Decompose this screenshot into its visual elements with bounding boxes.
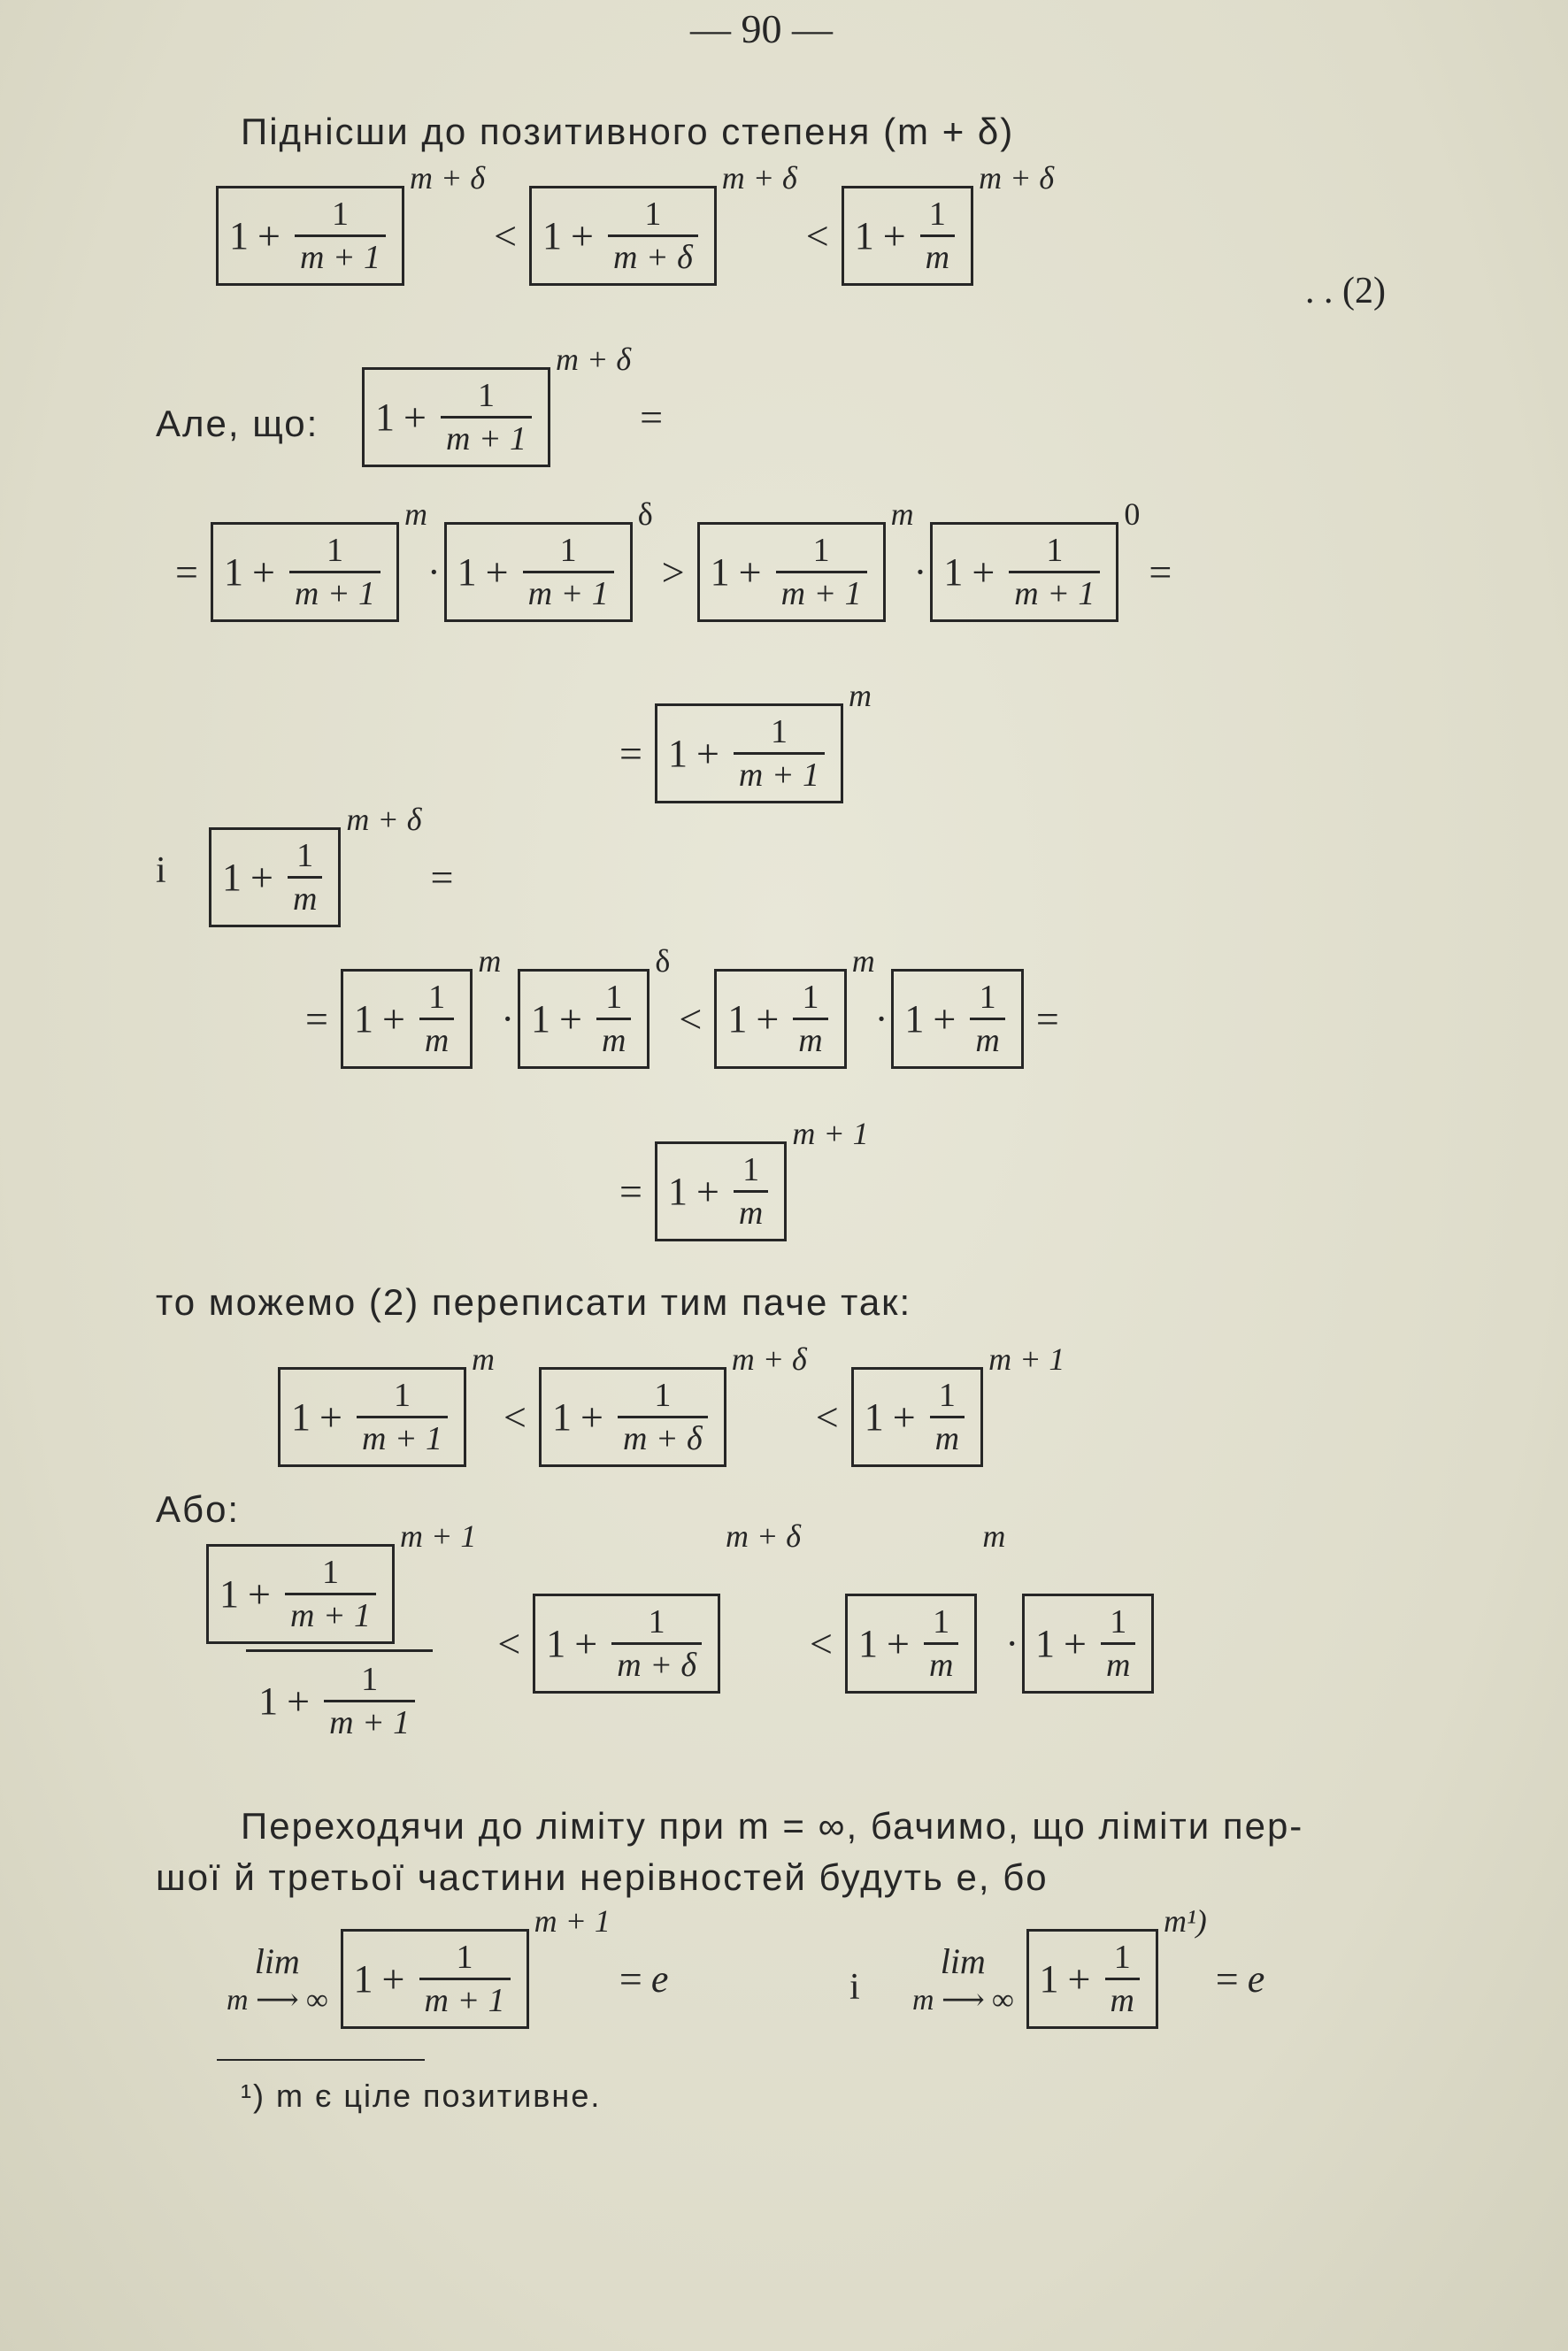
big-fraction: 1 + $\frac{1}{m + 1}$ m + 1 1 + $\frac{1}{m + 1}$: [190, 1544, 488, 1743]
equation-chain-3: = 1 + $\frac{1}{m}$ m · 1 + $\frac{1}{m}$ δ < 1 + $\frac{1}{m}$ m · 1 + $\frac{1}{m}$ =: [296, 969, 1068, 1069]
limit-1: lim m ⟶ ∞ 1 + $\frac{1}{m + 1}$ m + 1 = e: [221, 1929, 668, 2029]
equation-chain-1: = 1 + $\frac{1}{m + 1}$ m · 1 + $\frac{1}{m + 1}$ δ > 1 + $\frac{1}{m + 1}$ m · 1 + $\frac{1}{m + 1}$ 0 =: [166, 522, 1180, 622]
transition-line: то можемо (2) переписати тим паче так:: [156, 1281, 912, 1323]
equation-chain-2: = 1 + $\frac{1}{m + 1}$ m: [611, 703, 872, 803]
intro-line: Піднісши до позитивного степеня (m + δ): [241, 111, 1015, 152]
paragraph-line-2: шої й третьої частини нерівностей будуть e, бо: [156, 1856, 1049, 1898]
limit-and: і: [849, 1967, 860, 2008]
label-ale: Але, що:: [156, 403, 319, 444]
footnote-divider: [217, 2059, 425, 2061]
equation-rewritten: 1 + $\frac{1}{m + 1}$ m < 1 + $\frac{1}{m + \delta}$ m + δ < 1 + $\frac{1}{m}$ m + 1: [274, 1367, 1065, 1467]
paragraph-line-1: Переходячи до ліміту при m = ∞, бачимо, що ліміти пер-: [241, 1805, 1304, 1847]
equation-abo: 1 + $\frac{1}{m + 1}$ m + 1 1 + $\frac{1}{m + 1}$ < 1 + $\frac{1}{m + \delta}$ m + δ < 1 + $\frac{1}{m}$ m · 1 + $\frac{1}{m}$: [190, 1544, 1157, 1743]
equation-2: 1 + $\frac{1}{m + 1}$ m + δ < 1 + $\frac{1}{m + \delta}$ m + δ < 1 + $\frac{1}{m}$ m + δ: [212, 186, 1054, 286]
footnote: ¹) m є ціле позитивне.: [241, 2078, 602, 2114]
page-number: — 90 —: [690, 6, 833, 51]
equation-chain-4: = 1 + $\frac{1}{m}$ m + 1: [611, 1141, 869, 1241]
label-i: і: [156, 850, 166, 891]
label-abo: Або:: [156, 1488, 241, 1530]
equation-ale: 1 + $\frac{1}{m + 1}$ m + δ =: [358, 367, 672, 467]
equation-number: . . (2): [1305, 271, 1386, 311]
limit-2: lim m ⟶ ∞ 1 + $\frac{1}{m}$ m¹) = e: [907, 1929, 1264, 2029]
bracket: 1 + $\frac{1}{m + 1}$: [216, 186, 404, 286]
equation-i: 1 + $\frac{1}{m}$ m + δ =: [205, 827, 462, 927]
